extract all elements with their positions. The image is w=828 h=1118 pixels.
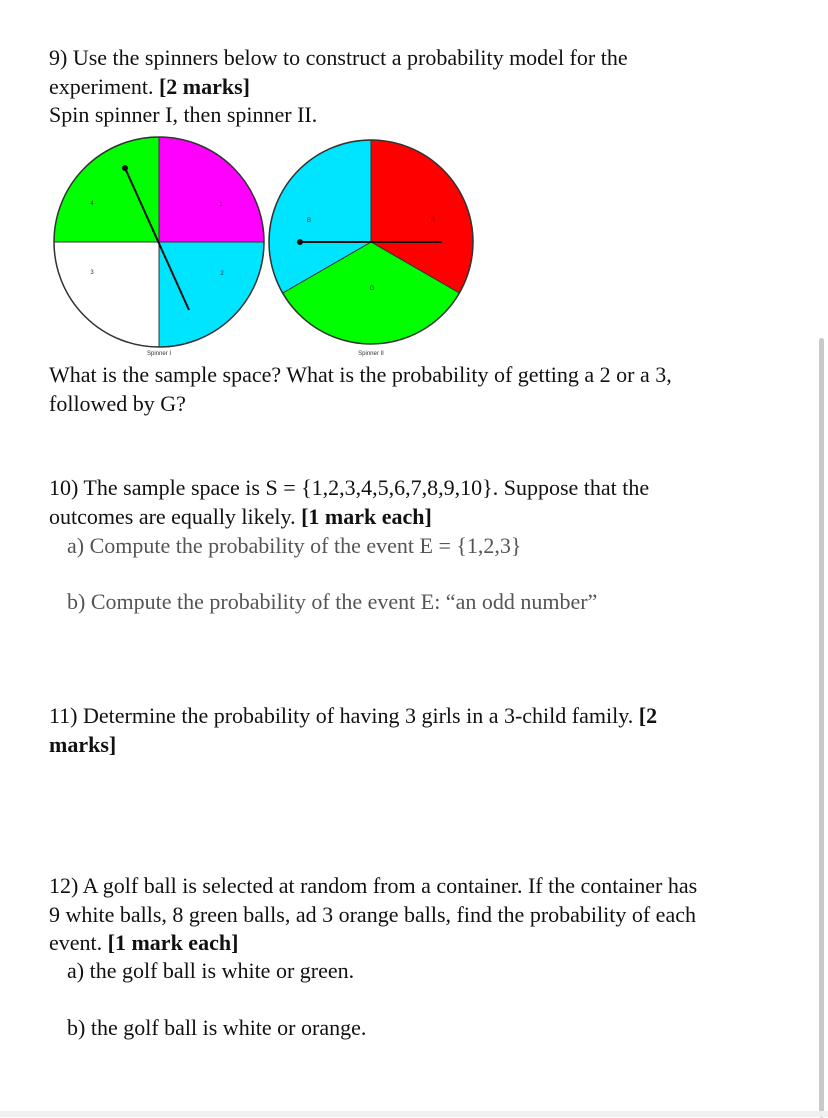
q11-line1-text: 11) Determine the probability of having 3 girls in a 3-child family. [49, 703, 639, 728]
question-12 [49, 872, 789, 958]
spinner-1 [54, 137, 264, 357]
q9-marks: [2 marks] [158, 73, 251, 99]
q12-line2: 9 white balls, 8 green balls, ad 3 orange balls, find the probability of each [49, 901, 696, 927]
q10-marks: [1 mark each] [301, 503, 432, 529]
q10-line2-text: outcomes are equally likely. [49, 503, 302, 529]
spinner1-label-1: 1 [219, 202, 223, 208]
q10-line1: 10) The sample space is S = {1,2,3,4,5,6,7,8,9,10}. Suppose that the [49, 475, 650, 500]
q9-line1: 9) Use the spinners below to construct a probability model for the [49, 45, 628, 70]
spinner1-sector-3 [54, 242, 159, 347]
q9-line3: Spin spinner I, then spinner II. [49, 102, 318, 127]
q11-line1 [49, 702, 789, 731]
q11-line2 [49, 731, 789, 760]
spinner1-label-3: 3 [90, 270, 94, 276]
spinner1-sector-2 [159, 242, 264, 347]
spinner-figure [46, 134, 486, 365]
spinner1-caption: Spinner I [146, 351, 172, 357]
spinner2-label-g: G [369, 286, 375, 292]
page-bottom-edge [0, 1111, 828, 1117]
q10-part-b: b) Compute the probability of the event E: “an odd number” [67, 589, 598, 614]
q10-part-a: a) Compute the probability of the event E = {1,2,3} [67, 533, 522, 558]
q10-line2 [49, 503, 789, 532]
q11-marks-start: [2 [638, 703, 658, 728]
spinners-svg [46, 134, 486, 360]
q9-question-line1: What is the sample space? What is the probability of getting a 2 or a 3, [49, 362, 672, 387]
q9-line2-text: experiment. [49, 73, 159, 99]
q12-part-a: a) the golf ball is white or green. [67, 958, 355, 983]
spinner1-label-2: 2 [220, 271, 224, 277]
q9-question-line2: followed by G? [49, 390, 186, 416]
spinner2-caption: Spinner II [358, 351, 384, 357]
vertical-scrollbar[interactable] [819, 338, 824, 1118]
spinner1-sector-4 [54, 137, 159, 242]
q12-marks: [1 mark each] [107, 930, 239, 955]
spinner2-label-r: R [430, 218, 436, 224]
q12-part-b: b) the golf ball is white or orange. [67, 1015, 367, 1040]
spinner2-label-b: B [306, 218, 312, 224]
q9-question [49, 361, 789, 418]
spinner2-needle-tip [297, 239, 303, 245]
q12-line3-text: event. [49, 930, 108, 955]
q12-line3 [49, 929, 789, 958]
q12-line1: 12) A golf ball is selected at random from a container. If the container has [49, 873, 698, 898]
question-9 [49, 44, 789, 130]
spinner-2 [269, 140, 473, 357]
q11-marks-end: marks] [49, 731, 117, 757]
spinner1-sector-1 [159, 137, 264, 242]
spinner1-label-4: 4 [90, 201, 94, 207]
question-11 [49, 702, 789, 759]
spinner1-needle-tip [122, 165, 128, 171]
question-10 [49, 474, 789, 531]
q9-line2 [49, 73, 789, 102]
